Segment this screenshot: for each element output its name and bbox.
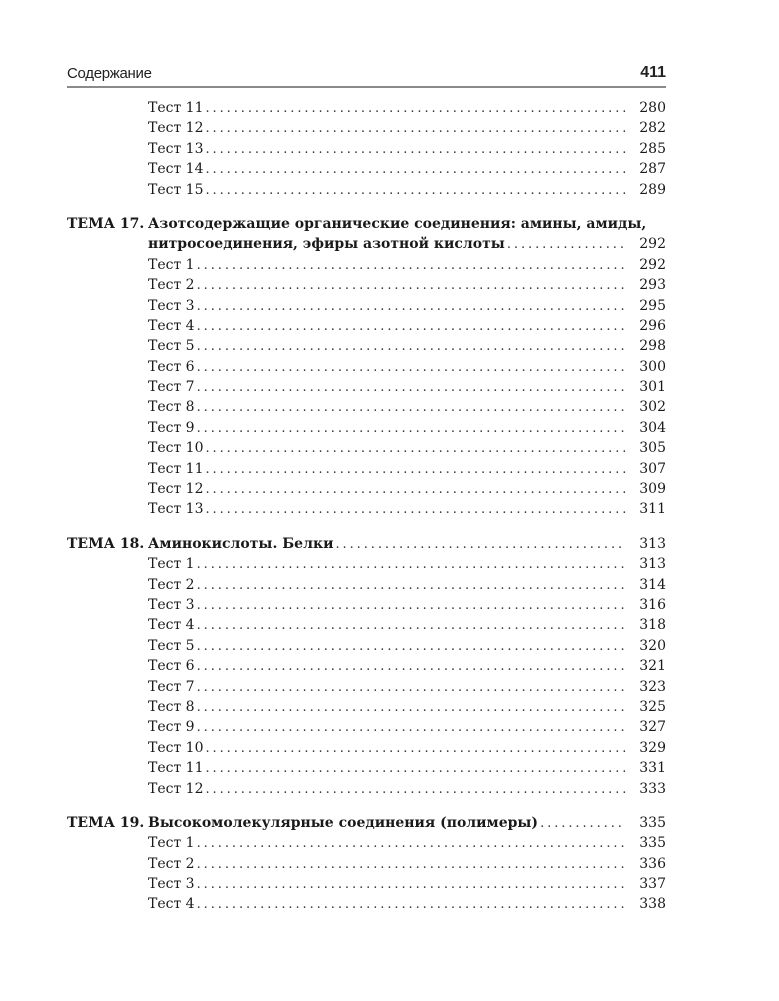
toc-entry[interactable]: Тест 4 . . . 296 <box>67 316 666 336</box>
leader-dots <box>197 576 626 596</box>
toc-entry[interactable]: Тест 11 . . . 331 <box>67 758 666 778</box>
leader-dots <box>205 759 626 779</box>
toc-section-continued <box>67 98 666 200</box>
topic-heading[interactable]: ТЕМА 19. Высокомолекулярные соединения (полимеры) . . . 335 <box>67 813 666 833</box>
leader-dots <box>197 657 626 677</box>
toc-entry[interactable]: Тест 13 . . . 285 <box>67 139 666 159</box>
leader-dots <box>197 678 626 698</box>
toc-section-topic-18 <box>67 534 666 799</box>
leader-dots <box>335 535 626 555</box>
leader-dots <box>205 500 626 520</box>
leader-dots <box>197 337 626 357</box>
leader-dots <box>197 875 626 895</box>
leader-dots <box>197 596 626 616</box>
toc-section-topic-17 <box>67 214 666 520</box>
leader-dots <box>197 834 626 854</box>
toc-entry[interactable]: Тест 3 . . . 337 <box>67 874 666 894</box>
leader-dots <box>197 297 626 317</box>
leader-dots <box>197 718 626 738</box>
toc-entry[interactable]: Тест 2 . . . 314 <box>67 575 666 595</box>
toc-entry[interactable]: Тест 8 . . . 325 <box>67 697 666 717</box>
toc-entry[interactable]: Тест 6 . . . 321 <box>67 656 666 676</box>
toc-entry[interactable]: Тест 10 . . . 305 <box>67 438 666 458</box>
toc-entry[interactable]: Тест 1 . . . 335 <box>67 833 666 853</box>
leader-dots <box>197 895 626 915</box>
leader-dots <box>205 480 626 500</box>
table-of-contents <box>67 98 666 915</box>
toc-entry[interactable]: Тест 11 . . . 280 <box>67 98 666 118</box>
leader-dots <box>197 398 626 418</box>
toc-entry[interactable]: Тест 3 . . . 316 <box>67 595 666 615</box>
leader-dots <box>205 181 626 201</box>
leader-dots <box>197 378 626 398</box>
toc-entry[interactable]: Тест 14 . . . 287 <box>67 159 666 179</box>
leader-dots <box>205 160 626 180</box>
toc-section-topic-19 <box>67 813 666 915</box>
leader-dots <box>205 739 626 759</box>
toc-entry[interactable]: Тест 8 . . . 302 <box>67 397 666 417</box>
leader-dots <box>197 698 626 718</box>
header-title: Содержание <box>67 65 152 82</box>
leader-dots <box>205 99 626 119</box>
toc-entry[interactable]: Тест 12 . . . 282 <box>67 118 666 138</box>
leader-dots <box>205 439 626 459</box>
leader-dots <box>205 780 626 800</box>
toc-entry[interactable]: Тест 7 . . . 301 <box>67 377 666 397</box>
leader-dots <box>197 637 626 657</box>
toc-entry[interactable]: Тест 10 . . . 329 <box>67 738 666 758</box>
toc-entry[interactable]: Тест 12 . . . 309 <box>67 479 666 499</box>
topic-heading[interactable]: ТЕМА 18. Аминокислоты. Белки . . . 313 <box>67 534 666 554</box>
toc-entry[interactable]: Тест 4 . . . 318 <box>67 615 666 635</box>
toc-entry[interactable]: Тест 7 . . . 323 <box>67 677 666 697</box>
toc-entry[interactable]: Тест 4 . . . 338 <box>67 894 666 914</box>
toc-entry[interactable]: Тест 12 . . . 333 <box>67 779 666 799</box>
toc-entry[interactable]: Тест 1 . . . 313 <box>67 554 666 574</box>
toc-entry[interactable]: Тест 5 . . . 320 <box>67 636 666 656</box>
toc-entry[interactable]: Тест 9 . . . 304 <box>67 418 666 438</box>
toc-entry[interactable]: Тест 5 . . . 298 <box>67 336 666 356</box>
toc-entry[interactable]: Тест 6 . . . 300 <box>67 357 666 377</box>
toc-entry[interactable]: Тест 3 . . . 295 <box>67 296 666 316</box>
running-header <box>67 64 666 88</box>
toc-entry[interactable]: Тест 11 . . . 307 <box>67 459 666 479</box>
leader-dots <box>507 235 626 255</box>
leader-dots <box>197 555 626 575</box>
leader-dots <box>197 358 626 378</box>
leader-dots <box>205 119 626 139</box>
toc-entry[interactable]: Тест 2 . . . 336 <box>67 854 666 874</box>
header-page-number: 411 <box>640 64 666 81</box>
leader-dots <box>205 460 626 480</box>
toc-entry[interactable]: Тест 9 . . . 327 <box>67 717 666 737</box>
toc-entry[interactable]: Тест 2 . . . 293 <box>67 275 666 295</box>
leader-dots <box>197 256 626 276</box>
leader-dots <box>197 419 626 439</box>
leader-dots <box>205 140 626 160</box>
topic-heading[interactable]: ТЕМА 17. Азотсодержащие органические соединения: амины, амиды, <box>67 215 647 232</box>
toc-entry[interactable]: Тест 1 . . . 292 <box>67 255 666 275</box>
topic-heading-continued[interactable]: нитросоединения, эфиры азотной кислоты . . . 292 <box>67 234 666 254</box>
leader-dots <box>197 276 626 296</box>
toc-entry[interactable]: Тест 15 . . . 289 <box>67 180 666 200</box>
leader-dots <box>197 317 626 337</box>
leader-dots <box>540 814 626 834</box>
leader-dots <box>197 855 626 875</box>
toc-entry[interactable]: Тест 13 . . . 311 <box>67 499 666 519</box>
leader-dots <box>197 616 626 636</box>
